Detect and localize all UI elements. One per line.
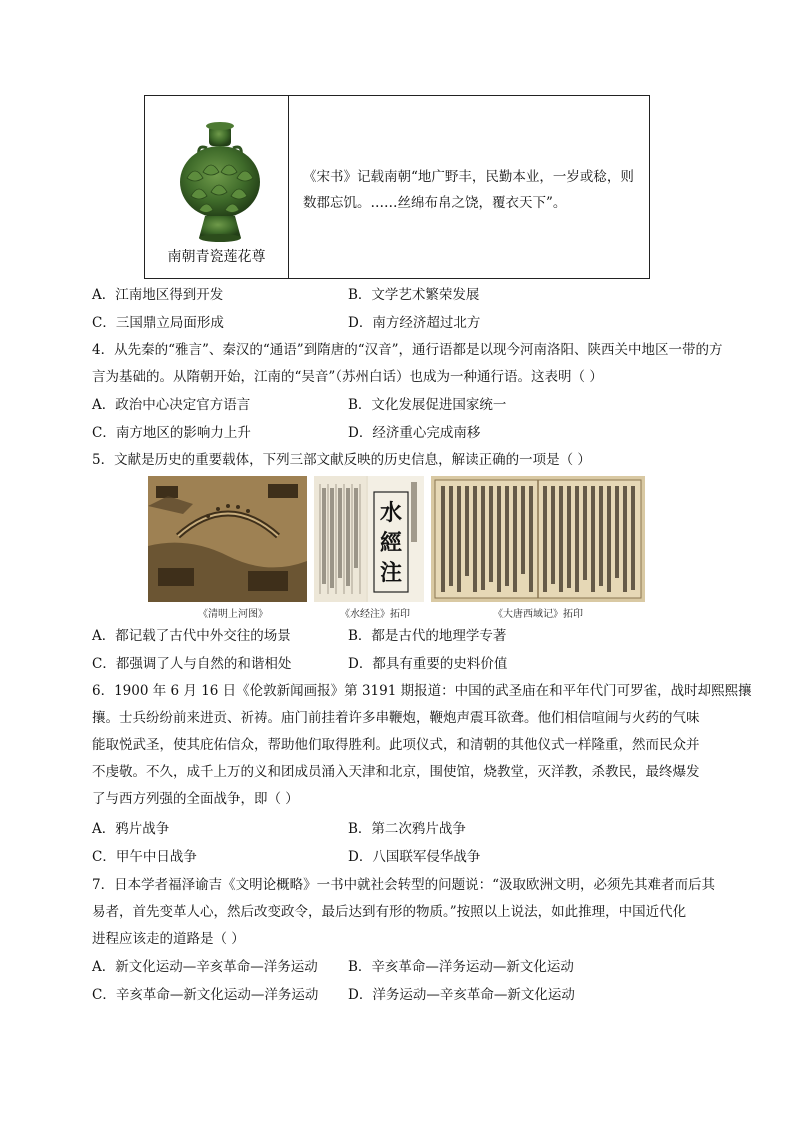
table-divider <box>288 96 289 278</box>
q6-option-d: D．八国联军侵华战争 <box>348 849 481 865</box>
q3-material-table <box>144 95 650 279</box>
q7-stem-line-2: 易者，首先变革人心，然后改变政令，最后达到有形的物质。”按照以上说法，如此推理，中国近代化 <box>92 904 687 920</box>
datangxiyuji-caption: 《大唐西域记》拓印 <box>493 609 583 620</box>
q6-stem-line-2: 攘。士兵纷纷前来进贡、祈祷。庙门前挂着许多串鞭炮，鞭炮声震耳欲聋。他们相信喧闹与火药的气味 <box>92 710 700 726</box>
q5-option-b: B．都是古代的地理学专著 <box>348 628 507 644</box>
q4-option-a: A．政治中心决定官方语言 <box>92 397 251 413</box>
title-char-1: 水 <box>379 500 402 526</box>
q5-option-a: A．都记载了古代中外交往的场景 <box>92 628 291 644</box>
q6-option-b: B．第二次鸦片战争 <box>348 821 466 837</box>
q5-option-c: C．都强调了人与自然的和谐相处 <box>92 656 292 672</box>
shuijingzhu-caption: 《水经注》拓印 <box>340 609 410 620</box>
q3-quote: 《宋书》记载南朝“地广野丰，民勤本业，一岁或稔，则数郡忘饥。……丝绵布帛之饶，覆衣天下”。 <box>303 169 634 211</box>
q6-stem-line-3: 能取悦武圣，使其庇佑信众，帮助他们取得胜利。此项仪式，和清朝的其他仪式一样隆重，然而民众并 <box>92 737 700 753</box>
q3-option-b: B．文学艺术繁荣发展 <box>348 287 480 303</box>
q4-stem-line-2: 言为基础的。从隋朝开始，江南的“吴音”（苏州白话）也成为一种通行语。这表明（ ） <box>92 369 603 385</box>
shuijingzhu-pages-graphic <box>314 476 424 602</box>
q7-option-b: B．辛亥革命—洋务运动—新文化运动 <box>348 959 574 975</box>
q5-stem: 5．文献是历史的重要载体，下列三部文献反映的历史信息，解读正确的一项是（ ） <box>92 452 591 468</box>
qingming-caption: 《清明上河图》 <box>198 609 268 620</box>
qingming-scroll-image <box>148 476 307 602</box>
q6-stem-line-5: 了与西方列强的全面战争，即（ ） <box>92 791 299 807</box>
q4-option-b: B．文化发展促进国家统一 <box>348 397 507 413</box>
q4-stem-line-1: 4．从先秦的“雅言”、秦汉的“通语”到隋唐的“汉音”，通行语都是以现今河南洛阳、陕西关中地区一带的方 <box>92 342 723 358</box>
title-char-2: 經 <box>379 530 402 556</box>
vase-caption: 南朝青瓷莲花尊 <box>167 249 266 265</box>
q7-option-c: C．辛亥革命—新文化运动—洋务运动 <box>92 987 319 1003</box>
title-char-3: 注 <box>379 560 402 586</box>
q3-option-a: A．江南地区得到开发 <box>92 287 224 303</box>
datangxiyuji-image <box>431 476 645 602</box>
shuijingzhu-title <box>378 498 404 588</box>
q7-stem-line-1: 7．日本学者福泽谕吉《文明论概略》一书中就社会转型的问题说：“汲取欧洲文明，必须先其难者而后其 <box>92 877 715 893</box>
q6-option-c: C．甲午中日战争 <box>92 849 197 865</box>
q7-option-a: A．新文化运动—辛亥革命—洋务运动 <box>92 959 318 975</box>
q7-option-d: D．洋务运动—辛亥革命—新文化运动 <box>348 987 575 1003</box>
q6-option-a: A．鸦片战争 <box>92 821 170 837</box>
q7-stem-line-3: 进程应该走的道路是（ ） <box>92 931 245 947</box>
lotus-vase-image <box>177 120 263 244</box>
q6-stem-line-4: 不虔敬。不久，成千上万的义和团成员涌入天津和北京，围使馆，烧教堂，灭洋教，杀教民，最终爆发 <box>92 764 700 780</box>
q4-option-d: D．经济重心完成南移 <box>348 425 481 441</box>
q5-option-d: D．都具有重要的史料价值 <box>348 656 508 672</box>
shuijingzhu-image <box>314 476 424 602</box>
q6-stem-line-1: 6．1900 年 6 月 16 日《伦敦新闻画报》第 3191 期报道：中国的武圣庙在和平年代门可罗雀，战时却熙熙攘 <box>92 683 752 699</box>
q3-option-c: C．三国鼎立局面形成 <box>92 315 224 331</box>
q3-option-d: D．南方经济超过北方 <box>348 315 481 331</box>
q4-option-c: C．南方地区的影响力上升 <box>92 425 251 441</box>
